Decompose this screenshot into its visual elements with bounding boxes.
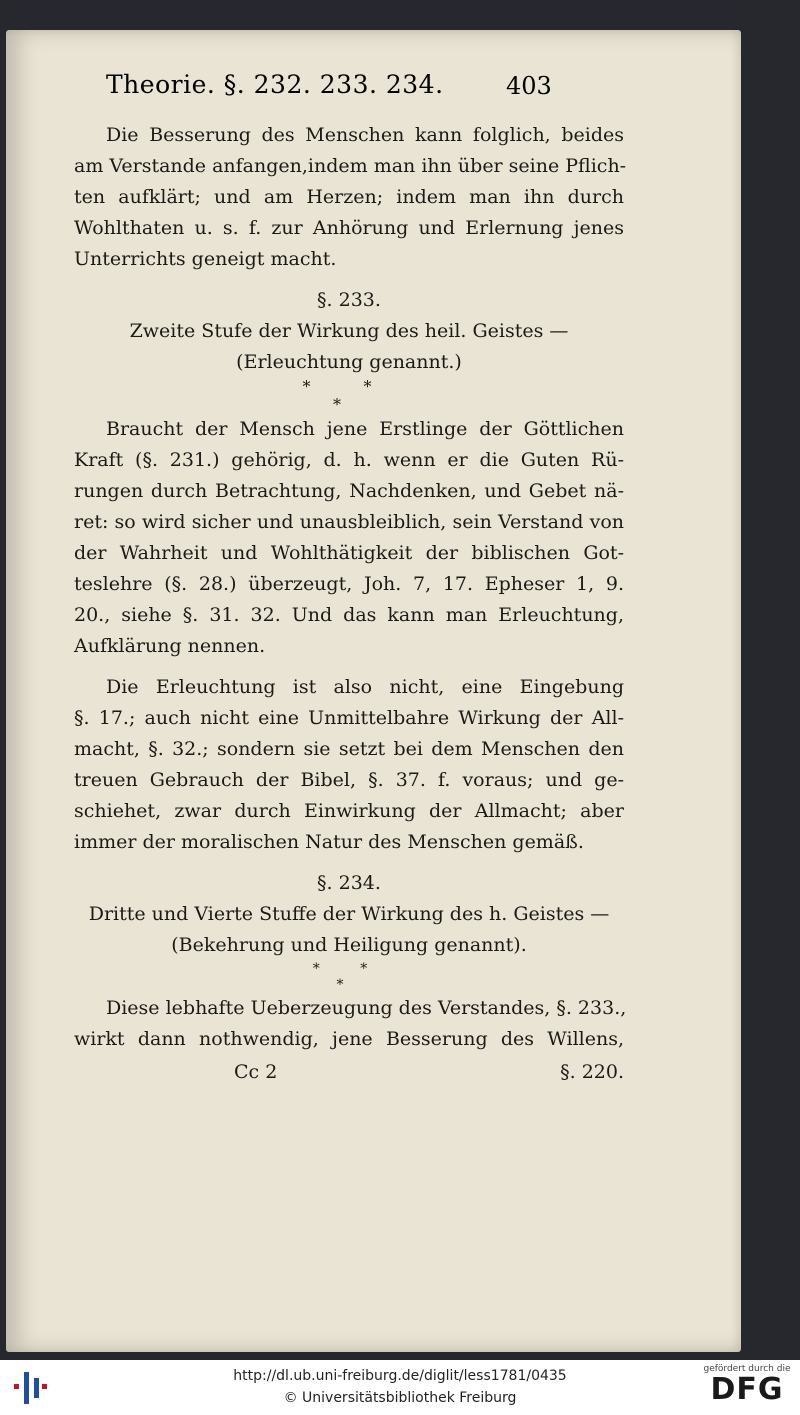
asterism-top: * * [312, 961, 386, 977]
text-line: wirkt dann nothwendig, jene Besserung des Willens, [74, 1028, 624, 1050]
asterism-234 [74, 961, 624, 993]
text-line: am Verstande anfangen,indem man ihn über seine Pflich- [74, 155, 627, 177]
document-url-link[interactable]: http://dl.ub.uni-freiburg.de/diglit/less1781/0435 [233, 1368, 567, 1384]
asterism-233 [74, 378, 624, 414]
text-line: schiehet, zwar durch Einwirkung der Allmacht; aber [74, 800, 624, 822]
text-line: Diese lebhafte Ueberzeugung des Verstandes, §. 233., [106, 997, 627, 1019]
section-subtitle-233: (Erleuchtung genannt.) [236, 351, 462, 373]
page-number: 403 [506, 72, 552, 100]
copyright-text: © Universitätsbibliothek Freiburg [283, 1390, 517, 1406]
text-line: ten aufklärt; und am Herzen; indem man ihn durch [74, 186, 624, 208]
asterism-top: * * [302, 377, 396, 396]
page-text [74, 120, 627, 1089]
section-subtitle-234: (Bekehrung und Heiligung genannt). [171, 934, 527, 956]
viewer-footer-bar [0, 1360, 800, 1415]
text-line: treuen Gebrauch der Bibel, §. 37. f. voraus; und ge- [74, 769, 624, 791]
signature-mark: Cc 2 [234, 1061, 278, 1083]
page-footer [74, 1055, 624, 1089]
asterism-bottom: * [333, 395, 365, 414]
paragraph-234-1 [74, 993, 627, 1055]
text-line: Wohlthaten u. s. f. zur Anhörung und Erlernung jenes [74, 217, 624, 239]
text-line: Aufklärung nennen. [74, 635, 266, 657]
text-line: Braucht der Mensch jene Erstlinge der Göttlichen [106, 418, 624, 440]
text-line: 20., siehe §. 31. 32. Und das kann man Erleuchtung, [74, 604, 624, 626]
text-line: teslehre (§. 28.) überzeugt, Joh. 7, 17. Epheser 1, 9. [74, 573, 624, 595]
dfg-funding-note: gefördert durch die [703, 1364, 791, 1374]
paragraph-233-1 [74, 414, 624, 662]
section-number-234: §. 234. [317, 872, 381, 894]
text-line: Die Besserung des Menschen kann folglich, beides [106, 124, 624, 146]
book-page [6, 30, 741, 1352]
paragraph-233-2 [74, 672, 624, 858]
paragraph-intro [74, 120, 627, 275]
section-title-234: Dritte und Vierte Stuffe der Wirkung des h. Geistes — [88, 903, 610, 925]
text-line: Die Erleuchtung ist also nicht, eine Eingebung [106, 676, 624, 698]
asterism-bottom: * [336, 977, 362, 993]
text-line: immer der moralischen Natur des Menschen gemäß. [74, 831, 584, 853]
text-line: der Wahrheit und Wohlthätigkeit der biblischen Got- [74, 542, 624, 564]
running-head: Theorie. §. 232. 233. 234. [106, 70, 444, 99]
text-line: macht, §. 32.; sondern sie setzt bei dem Menschen den [74, 738, 624, 760]
text-line: rungen durch Betrachtung, Nachdenken, und Gebet nä- [74, 480, 624, 502]
section-title-233: Zweite Stufe der Wirkung des heil. Geistes — [129, 320, 569, 342]
section-number-233: §. 233. [317, 289, 381, 311]
catchword: §. 220. [560, 1061, 624, 1083]
text-line: Unterrichts geneigt macht. [74, 248, 337, 270]
dfg-wordmark: DFG [710, 1372, 784, 1407]
text-line: §. 17.; auch nicht eine Unmittelbahre Wirkung der All- [74, 707, 624, 729]
text-line: Kraft (§. 231.) gehörig, d. h. wenn er die Guten Rü- [74, 449, 624, 471]
dfg-logo [702, 1364, 792, 1406]
text-line: ret: so wird sicher und unausbleiblich, sein Verstand von [74, 511, 624, 533]
